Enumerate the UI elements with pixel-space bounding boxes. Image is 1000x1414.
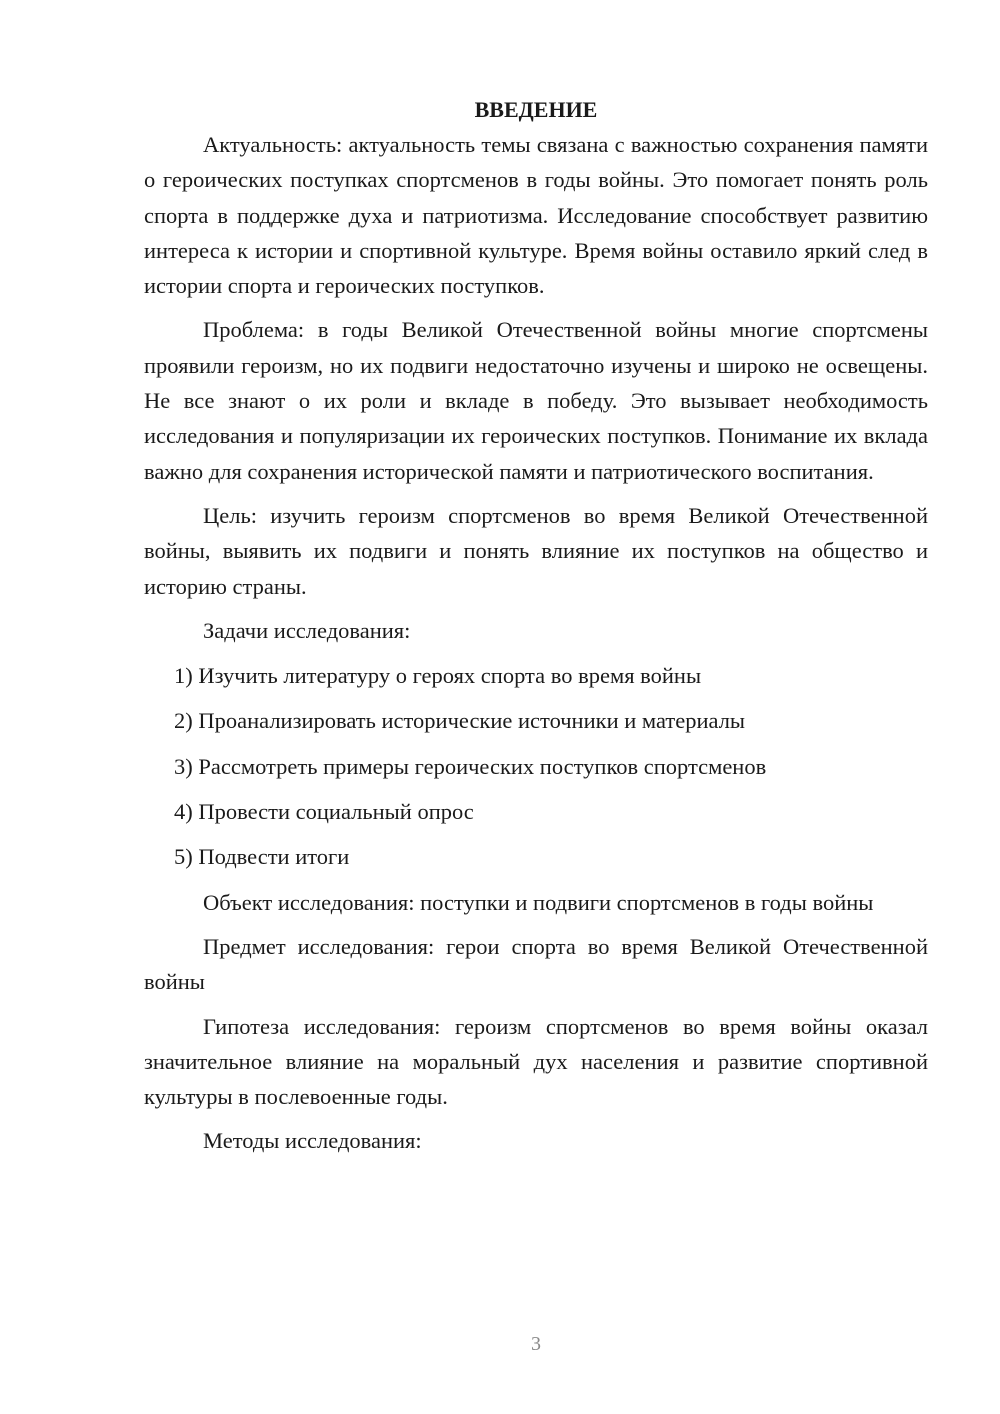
paragraph-subject: Предмет исследования: герои спорта во время Великой Отечественной войны: [144, 933, 928, 995]
list-item: 4) Провести социальный опрос: [174, 799, 474, 825]
list-item: 5) Подвести итоги: [174, 844, 350, 870]
list-item: 3) Рассмотреть примеры героических поступков спортсменов: [174, 753, 767, 779]
tasks-heading: Задачи исследования:: [203, 617, 411, 643]
document-page: [144, 95, 928, 1169]
list-item: 2) Проанализировать исторические источники и материалы: [174, 708, 746, 734]
tasks-list: [144, 658, 928, 874]
section-title: ВВЕДЕНИЕ: [474, 97, 598, 122]
methods-heading: Методы исследования:: [203, 1128, 422, 1154]
paragraph-hypothesis: Гипотеза исследования: героизм спортсменов во время войны оказал значительное влияние на моральный дух населения и развитие спортивной культуры в послевоенные годы.: [144, 1013, 928, 1110]
paragraph-object: Объект исследования: поступки и подвиги спортсменов в годы войны: [203, 889, 874, 915]
paragraph-relevance: Актуальность: актуальность темы связана с важностью сохранения памяти о героических поступках спортсменов в годы войны. Это помогает понять роль спорта в поддержке духа и патриотизма. Исследование способствует развитию интереса к истории и спортивной культуре. Время войны оставило яркий след в истории спорта и героических поступков.: [144, 132, 928, 299]
paragraph-goal: Цель: изучить героизм спортсменов во время Великой Отечественной войны, выявить их подвиги и понять влияние их поступков на общество и историю страны.: [144, 502, 928, 599]
page-number: 3: [531, 1333, 541, 1355]
list-item: 1) Изучить литературу о героях спорта во время войны: [174, 663, 702, 689]
paragraph-problem: Проблема: в годы Великой Отечественной войны многие спортсмены проявили героизм, но их подвиги недостаточно изучены и широко не освещены. Не все знают о их роли и вкладе в победу. Это вызывает необходимость исследования и популяризации их героических поступков. Понимание их вклада важно для сохранения исторической памяти и патриотического воспитания.: [144, 317, 928, 484]
